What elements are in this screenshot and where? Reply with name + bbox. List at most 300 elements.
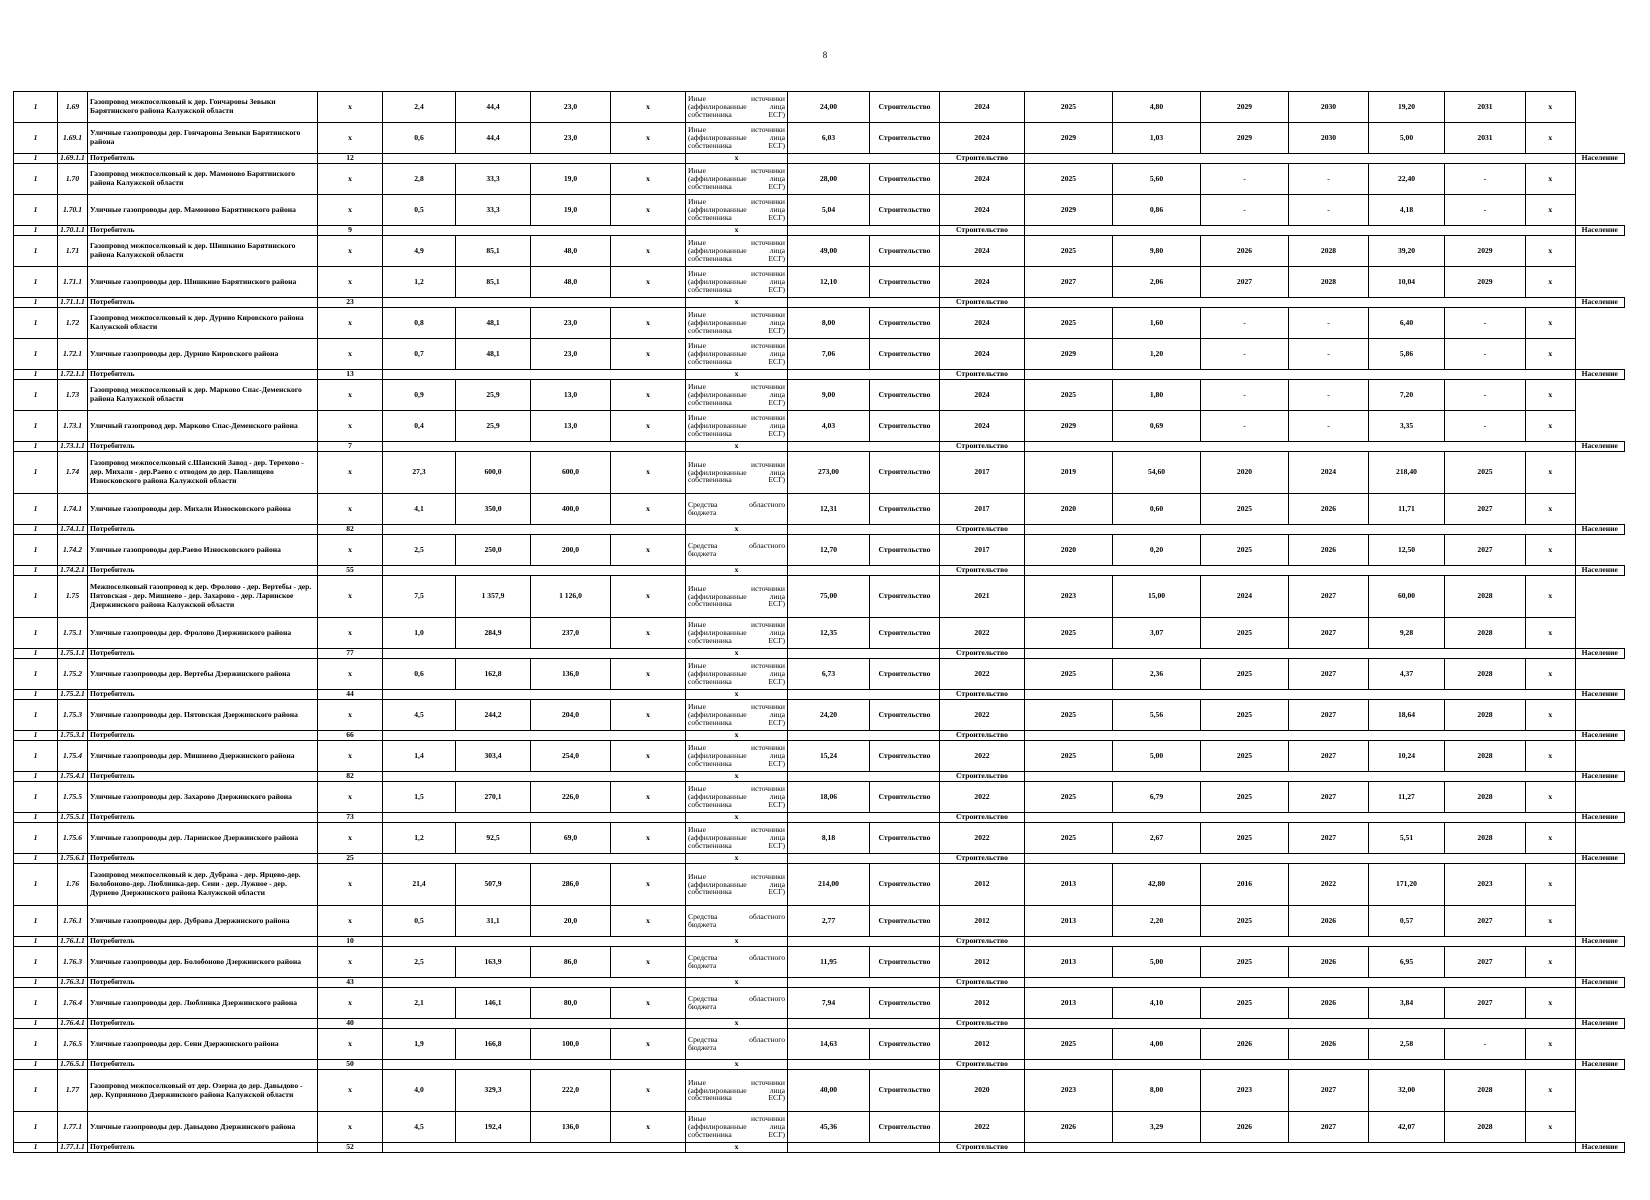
object-name: Потребитель [88, 1060, 318, 1070]
stage-1-value: 42,80 [1113, 864, 1201, 906]
stage-1-value: 0,60 [1113, 494, 1201, 525]
consumer-category: Население [1575, 154, 1625, 164]
column-x-2: х [611, 659, 686, 690]
consumer-count: 52 [318, 1143, 383, 1153]
stage-2-value: 22,40 [1369, 164, 1445, 195]
row-code: 1.75.6.1 [58, 854, 88, 864]
object-name: Уличные газопроводы дер. Люблинка Дзержинского района [88, 988, 318, 1019]
completion-year: 2028 [1445, 823, 1526, 854]
table-row [14, 164, 1625, 195]
row-index: 1 [14, 700, 58, 731]
consumer-category: х [1526, 782, 1576, 813]
row-index: 1 [14, 937, 58, 947]
gas-volume: 85,1 [456, 236, 531, 267]
stage-2-start-year: 2025 [1201, 659, 1289, 690]
object-name: Уличные газопроводы дер. Захарово Дзержинского района [88, 782, 318, 813]
completion-year: 2027 [1445, 494, 1526, 525]
consumer-row [14, 1060, 1625, 1070]
cost-amount: 24,00 [788, 92, 870, 123]
completion-year: 2027 [1445, 535, 1526, 566]
consumer-count: 12 [318, 154, 383, 164]
start-year: 2024 [940, 380, 1025, 411]
funding-source: Иные источники (аффилированные лица собственника ЕСГ) [686, 164, 788, 195]
row-code: 1.75.5.1 [58, 813, 88, 823]
row-code: 1.76.3.1 [58, 978, 88, 988]
consumer-category: х [1526, 700, 1576, 731]
completion-year: 2028 [1445, 1070, 1526, 1112]
table-row [14, 267, 1625, 298]
column-x-2: х [686, 525, 788, 535]
column-x-2: х [611, 452, 686, 494]
pipeline-length: 0,7 [383, 339, 456, 370]
row-code: 1.75.6 [58, 823, 88, 854]
column-x-1: х [318, 452, 383, 494]
pipeline-length: 0,4 [383, 411, 456, 442]
work-type: Строительство [870, 1112, 940, 1143]
table-row [14, 782, 1625, 813]
consumer-count: 40 [318, 1019, 383, 1029]
table-row [14, 741, 1625, 772]
cost-amount: 15,24 [788, 741, 870, 772]
start-year: 2022 [940, 659, 1025, 690]
consumer-category: х [1526, 1070, 1576, 1112]
stage-2-start-year: 2025 [1201, 700, 1289, 731]
consumer-category: х [1526, 823, 1576, 854]
consumer-category: х [1526, 618, 1576, 649]
row-index: 1 [14, 741, 58, 772]
stage-2-end-year: 2030 [1289, 123, 1369, 154]
cost-amount: 7,94 [788, 988, 870, 1019]
column-x-2: х [611, 1029, 686, 1060]
table-row [14, 1029, 1625, 1060]
column-x-1: х [318, 1070, 383, 1112]
cost-amount: 9,00 [788, 380, 870, 411]
stage-2-end-year: 2022 [1289, 864, 1369, 906]
empty-cell [788, 370, 940, 380]
work-type: Строительство [940, 442, 1025, 452]
object-name: Газопровод межпоселковый к дер. Дубрава - дер. Ярцево-дер. Болобоново-дер. Люблинка-дер. Сени - дер. Лужное - дер. Дурнево Дзержинского района Калужской области [88, 864, 318, 906]
table-row [14, 864, 1625, 906]
empty-cell [788, 154, 940, 164]
table-row [14, 1070, 1625, 1112]
start-year: 2022 [940, 782, 1025, 813]
funding-source: Иные источники (аффилированные лица собственника ЕСГ) [686, 700, 788, 731]
column-x-1: х [318, 164, 383, 195]
completion-year: 2028 [1445, 741, 1526, 772]
table-row [14, 535, 1625, 566]
consumer-category: х [1526, 308, 1576, 339]
row-code: 1.76.4 [58, 988, 88, 1019]
gas-volume: 192,4 [456, 1112, 531, 1143]
start-year: 2024 [940, 308, 1025, 339]
start-year: 2024 [940, 411, 1025, 442]
column-x-1: х [318, 906, 383, 937]
end-year: 2025 [1025, 92, 1113, 123]
cost-amount: 11,95 [788, 947, 870, 978]
gas-volume: 25,9 [456, 411, 531, 442]
object-name: Уличные газопроводы дер. Мамоново Барятинского района [88, 195, 318, 226]
column-x-2: х [611, 823, 686, 854]
object-name: Газопровод межпоселковый к дер. Мамоново Барятинского района Калужской области [88, 164, 318, 195]
table-row [14, 236, 1625, 267]
stage-2-end-year: 2024 [1289, 452, 1369, 494]
end-year: 2023 [1025, 1070, 1113, 1112]
row-code: 1.75.2 [58, 659, 88, 690]
gas-volume: 244,2 [456, 700, 531, 731]
work-type: Строительство [870, 164, 940, 195]
column-x-1: х [318, 123, 383, 154]
completion-year: 2025 [1445, 452, 1526, 494]
empty-cell [1025, 298, 1576, 308]
work-type: Строительство [940, 1019, 1025, 1029]
row-index: 1 [14, 1060, 58, 1070]
end-year: 2025 [1025, 659, 1113, 690]
start-year: 2017 [940, 494, 1025, 525]
start-year: 2012 [940, 906, 1025, 937]
work-type: Строительство [870, 823, 940, 854]
start-year: 2022 [940, 1112, 1025, 1143]
completion-year: 2031 [1445, 92, 1526, 123]
funding-source: Иные источники (аффилированные лица собственника ЕСГ) [686, 195, 788, 226]
column-x-2: х [686, 731, 788, 741]
column-x-1: х [318, 308, 383, 339]
capacity: 226,0 [531, 782, 611, 813]
pipeline-length: 2,4 [383, 92, 456, 123]
gas-volume: 33,3 [456, 195, 531, 226]
row-code: 1.71.1.1 [58, 298, 88, 308]
empty-cell [383, 154, 686, 164]
empty-cell [383, 813, 686, 823]
empty-cell [788, 226, 940, 236]
gas-volume: 146,1 [456, 988, 531, 1019]
empty-cell [383, 226, 686, 236]
work-type: Строительство [940, 226, 1025, 236]
column-x-2: х [686, 1143, 788, 1153]
row-code: 1.76.5 [58, 1029, 88, 1060]
row-index: 1 [14, 92, 58, 123]
row-code: 1.76.4.1 [58, 1019, 88, 1029]
funding-source: Средства областного бюджета [686, 988, 788, 1019]
gas-volume: 270,1 [456, 782, 531, 813]
empty-cell [1025, 370, 1576, 380]
end-year: 2013 [1025, 947, 1113, 978]
capacity: 23,0 [531, 339, 611, 370]
consumer-row [14, 937, 1625, 947]
empty-cell [1025, 731, 1576, 741]
empty-cell [788, 525, 940, 535]
gas-program-table [13, 91, 1625, 1153]
object-name: Уличные газопроводы дер. Пятовская Дзержинского района [88, 700, 318, 731]
stage-2-value: 4,18 [1369, 195, 1445, 226]
column-x-1: х [318, 92, 383, 123]
end-year: 2025 [1025, 164, 1113, 195]
work-type: Строительство [870, 947, 940, 978]
pipeline-length: 21,4 [383, 864, 456, 906]
capacity: 136,0 [531, 1112, 611, 1143]
column-x-2: х [686, 566, 788, 576]
empty-cell [1025, 854, 1576, 864]
empty-cell [788, 937, 940, 947]
row-code: 1.69.1.1 [58, 154, 88, 164]
stage-2-end-year: 2030 [1289, 92, 1369, 123]
consumer-row [14, 525, 1625, 535]
row-index: 1 [14, 864, 58, 906]
stage-1-value: 5,60 [1113, 164, 1201, 195]
pipeline-length: 27,3 [383, 452, 456, 494]
column-x-2: х [611, 339, 686, 370]
consumer-category: Население [1575, 566, 1625, 576]
end-year: 2025 [1025, 618, 1113, 649]
consumer-count: 77 [318, 649, 383, 659]
consumer-row [14, 566, 1625, 576]
stage-2-end-year: 2026 [1289, 494, 1369, 525]
gas-volume: 48,1 [456, 308, 531, 339]
stage-2-end-year: - [1289, 380, 1369, 411]
object-name: Потребитель [88, 298, 318, 308]
object-name: Потребитель [88, 442, 318, 452]
empty-cell [1025, 690, 1576, 700]
empty-cell [1025, 442, 1576, 452]
stage-2-end-year: - [1289, 195, 1369, 226]
empty-cell [1025, 1060, 1576, 1070]
work-type: Строительство [940, 937, 1025, 947]
column-x-1: х [318, 380, 383, 411]
capacity: 48,0 [531, 267, 611, 298]
funding-source: Иные источники (аффилированные лица собственника ЕСГ) [686, 236, 788, 267]
gas-volume: 44,4 [456, 92, 531, 123]
stage-2-end-year: - [1289, 411, 1369, 442]
stage-2-start-year: 2025 [1201, 988, 1289, 1019]
stage-2-value: 60,00 [1369, 576, 1445, 618]
start-year: 2022 [940, 823, 1025, 854]
row-index: 1 [14, 298, 58, 308]
consumer-category: х [1526, 864, 1576, 906]
row-code: 1.74.1.1 [58, 525, 88, 535]
consumer-count: 50 [318, 1060, 383, 1070]
row-index: 1 [14, 195, 58, 226]
stage-2-start-year: 2025 [1201, 618, 1289, 649]
capacity: 222,0 [531, 1070, 611, 1112]
completion-year: - [1445, 308, 1526, 339]
row-index: 1 [14, 772, 58, 782]
row-index: 1 [14, 525, 58, 535]
table-row [14, 700, 1625, 731]
stage-2-start-year: 2026 [1201, 1112, 1289, 1143]
cost-amount: 7,06 [788, 339, 870, 370]
capacity: 19,0 [531, 195, 611, 226]
row-index: 1 [14, 452, 58, 494]
gas-volume: 250,0 [456, 535, 531, 566]
object-name: Уличные газопроводы дер. Ларинское Дзержинского района [88, 823, 318, 854]
start-year: 2012 [940, 864, 1025, 906]
cost-amount: 28,00 [788, 164, 870, 195]
consumer-category: х [1526, 267, 1576, 298]
start-year: 2012 [940, 1029, 1025, 1060]
funding-source: Средства областного бюджета [686, 906, 788, 937]
consumer-category: х [1526, 535, 1576, 566]
row-code: 1.70.1 [58, 195, 88, 226]
row-code: 1.75.3 [58, 700, 88, 731]
empty-cell [788, 1060, 940, 1070]
consumer-row [14, 1019, 1625, 1029]
capacity: 286,0 [531, 864, 611, 906]
gas-volume: 507,9 [456, 864, 531, 906]
empty-cell [383, 566, 686, 576]
gas-volume: 162,8 [456, 659, 531, 690]
work-type: Строительство [940, 978, 1025, 988]
stage-2-end-year: 2026 [1289, 535, 1369, 566]
row-index: 1 [14, 123, 58, 154]
object-name: Потребитель [88, 690, 318, 700]
object-name: Уличные газопроводы дер. Дурнио Кировского района [88, 339, 318, 370]
cost-amount: 273,00 [788, 452, 870, 494]
object-name: Потребитель [88, 525, 318, 535]
stage-2-start-year: 2025 [1201, 906, 1289, 937]
stage-2-value: 39,20 [1369, 236, 1445, 267]
row-index: 1 [14, 1112, 58, 1143]
end-year: 2025 [1025, 236, 1113, 267]
stage-2-end-year: 2027 [1289, 1112, 1369, 1143]
row-code: 1.72 [58, 308, 88, 339]
object-name: Потребитель [88, 937, 318, 947]
stage-2-value: 10,24 [1369, 741, 1445, 772]
cost-amount: 8,18 [788, 823, 870, 854]
funding-source: Иные источники (аффилированные лица собственника ЕСГ) [686, 1112, 788, 1143]
consumer-category: Население [1575, 813, 1625, 823]
consumer-row [14, 813, 1625, 823]
row-index: 1 [14, 1070, 58, 1112]
stage-2-start-year: 2025 [1201, 782, 1289, 813]
consumer-category: Население [1575, 1060, 1625, 1070]
capacity: 200,0 [531, 535, 611, 566]
work-type: Строительство [940, 298, 1025, 308]
funding-source: Иные источники (аффилированные лица собственника ЕСГ) [686, 782, 788, 813]
table-row [14, 92, 1625, 123]
column-x-1: х [318, 1112, 383, 1143]
empty-cell [383, 1019, 686, 1029]
stage-1-value: 2,67 [1113, 823, 1201, 854]
consumer-category: Население [1575, 772, 1625, 782]
consumer-category: х [1526, 1029, 1576, 1060]
completion-year: - [1445, 164, 1526, 195]
cost-amount: 75,00 [788, 576, 870, 618]
stage-2-end-year: 2027 [1289, 823, 1369, 854]
work-type: Строительство [870, 535, 940, 566]
work-type: Строительство [870, 339, 940, 370]
column-x-2: х [686, 298, 788, 308]
work-type: Строительство [940, 154, 1025, 164]
stage-2-end-year: 2026 [1289, 947, 1369, 978]
cost-amount: 6,03 [788, 123, 870, 154]
consumer-row [14, 154, 1625, 164]
object-name: Уличные газопроводы дер. Болобоново Дзержинского района [88, 947, 318, 978]
consumer-category: Население [1575, 649, 1625, 659]
funding-source: Иные источники (аффилированные лица собственника ЕСГ) [686, 452, 788, 494]
consumer-count: 25 [318, 854, 383, 864]
pipeline-length: 2,8 [383, 164, 456, 195]
row-index: 1 [14, 854, 58, 864]
consumer-category: х [1526, 236, 1576, 267]
column-x-2: х [686, 978, 788, 988]
column-x-2: х [611, 380, 686, 411]
end-year: 2026 [1025, 1112, 1113, 1143]
stage-1-value: 5,00 [1113, 741, 1201, 772]
stage-2-start-year: - [1201, 308, 1289, 339]
empty-cell [1025, 649, 1576, 659]
consumer-category: х [1526, 92, 1576, 123]
pipeline-length: 2,1 [383, 988, 456, 1019]
table-row [14, 452, 1625, 494]
empty-cell [1025, 226, 1576, 236]
pipeline-length: 1,4 [383, 741, 456, 772]
funding-source: Иные источники (аффилированные лица собственника ЕСГ) [686, 380, 788, 411]
capacity: 80,0 [531, 988, 611, 1019]
pipeline-length: 4,5 [383, 1112, 456, 1143]
start-year: 2022 [940, 700, 1025, 731]
pipeline-length: 0,8 [383, 308, 456, 339]
cost-amount: 12,70 [788, 535, 870, 566]
column-x-1: х [318, 947, 383, 978]
work-type: Строительство [870, 452, 940, 494]
object-name: Потребитель [88, 649, 318, 659]
empty-cell [1025, 566, 1576, 576]
empty-cell [788, 978, 940, 988]
work-type: Строительство [940, 525, 1025, 535]
row-code: 1.74.2 [58, 535, 88, 566]
stage-2-value: 2,58 [1369, 1029, 1445, 1060]
completion-year: 2028 [1445, 618, 1526, 649]
row-index: 1 [14, 978, 58, 988]
object-name: Уличные газопроводы дер. Давыдово Дзержинского района [88, 1112, 318, 1143]
stage-2-end-year: 2026 [1289, 1029, 1369, 1060]
cost-amount: 40,00 [788, 1070, 870, 1112]
object-name: Уличные газопроводы дер.Раево Износковского района [88, 535, 318, 566]
object-name: Потребитель [88, 731, 318, 741]
consumer-count: 44 [318, 690, 383, 700]
stage-1-value: 8,00 [1113, 1070, 1201, 1112]
stage-1-value: 3,07 [1113, 618, 1201, 649]
work-type: Строительство [870, 659, 940, 690]
stage-2-value: 3,84 [1369, 988, 1445, 1019]
table-row [14, 411, 1625, 442]
consumer-category: х [1526, 339, 1576, 370]
consumer-category: х [1526, 380, 1576, 411]
row-index: 1 [14, 236, 58, 267]
stage-2-value: 42,07 [1369, 1112, 1445, 1143]
row-code: 1.72.1.1 [58, 370, 88, 380]
pipeline-length: 4,5 [383, 700, 456, 731]
cost-amount: 5,04 [788, 195, 870, 226]
row-index: 1 [14, 813, 58, 823]
consumer-category: Население [1575, 525, 1625, 535]
cost-amount: 12,35 [788, 618, 870, 649]
consumer-count: 7 [318, 442, 383, 452]
row-code: 1.75.1.1 [58, 649, 88, 659]
stage-2-value: 171,20 [1369, 864, 1445, 906]
stage-2-start-year: 2026 [1201, 1029, 1289, 1060]
work-type: Строительство [940, 566, 1025, 576]
row-index: 1 [14, 659, 58, 690]
completion-year: - [1445, 195, 1526, 226]
column-x-2: х [611, 741, 686, 772]
work-type: Строительство [870, 494, 940, 525]
object-name: Потребитель [88, 978, 318, 988]
row-code: 1.71 [58, 236, 88, 267]
end-year: 2020 [1025, 535, 1113, 566]
work-type: Строительство [940, 854, 1025, 864]
object-name: Потребитель [88, 370, 318, 380]
cost-amount: 12,31 [788, 494, 870, 525]
